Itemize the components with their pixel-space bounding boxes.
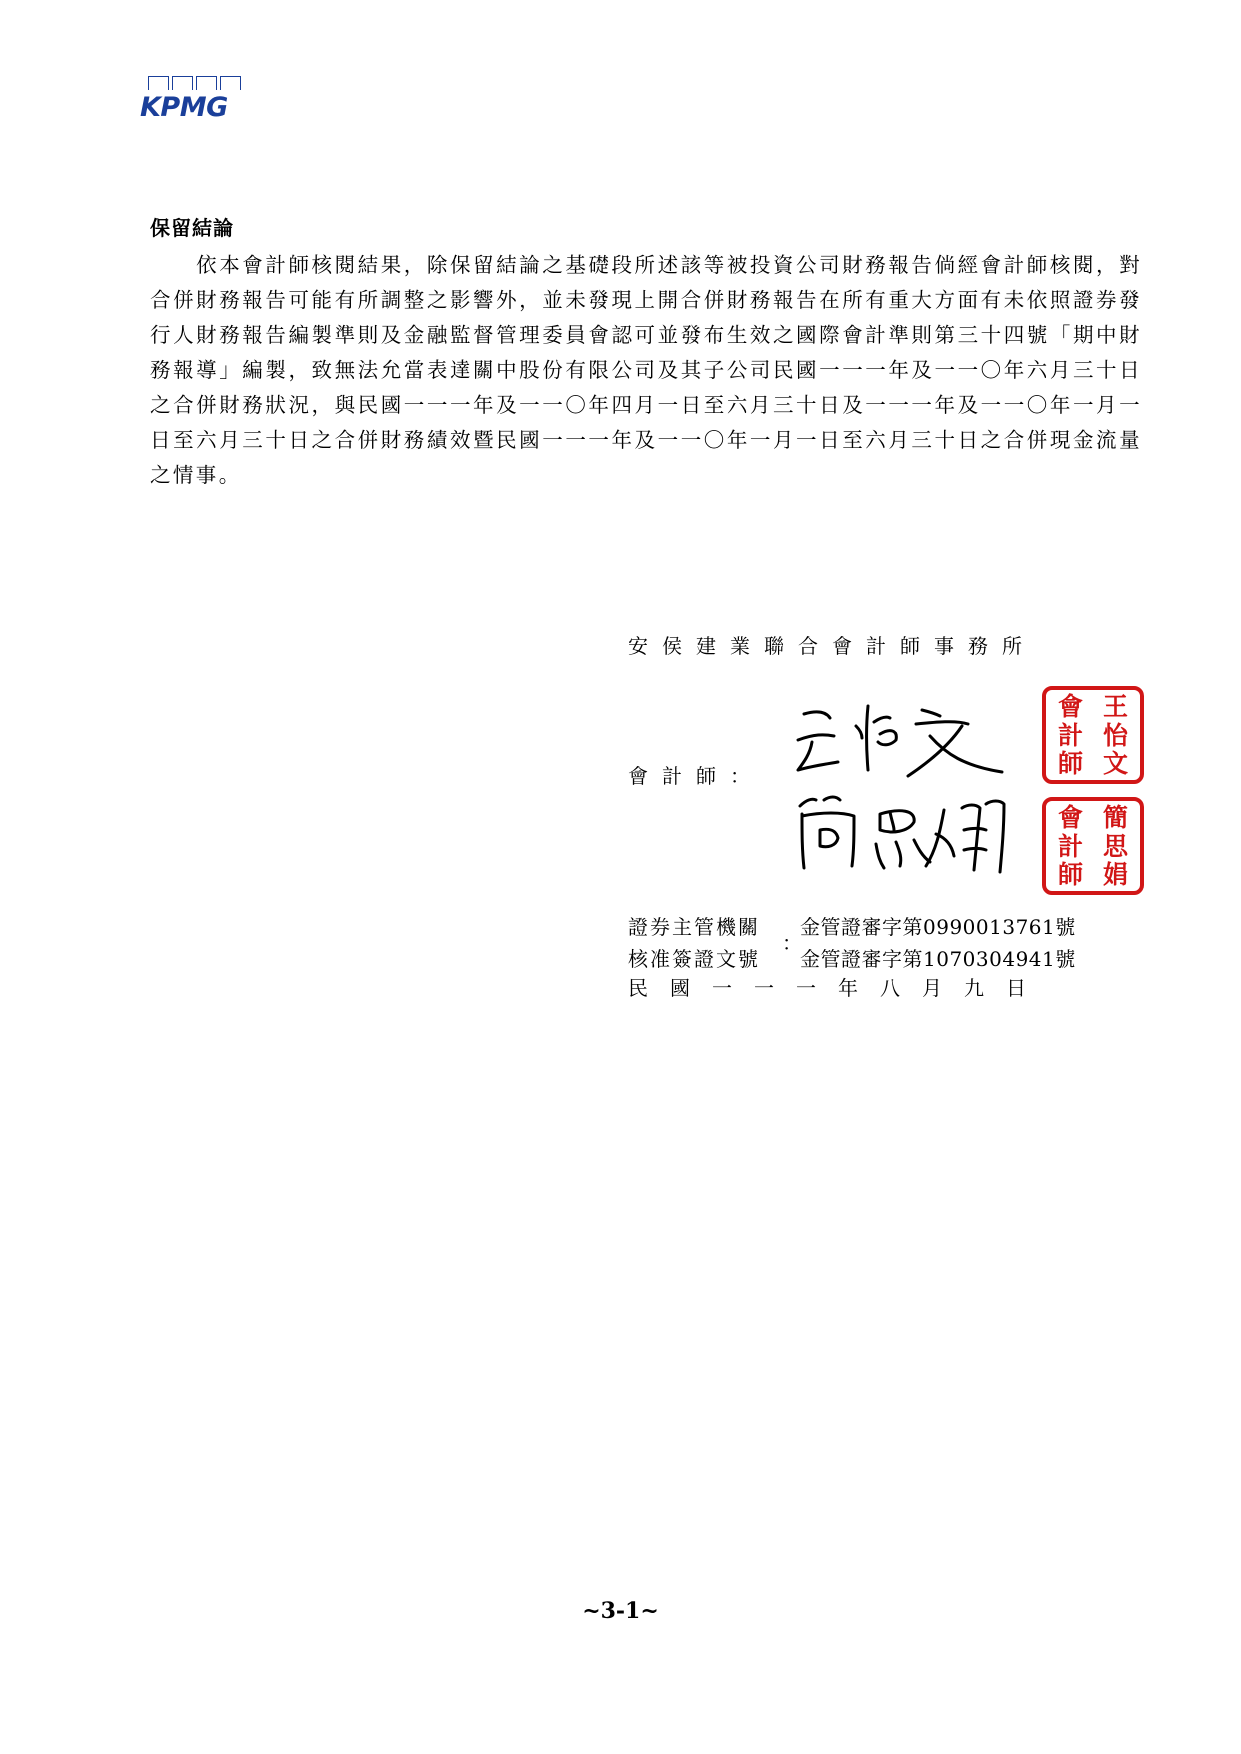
logo-boxes bbox=[148, 76, 244, 90]
seal-char: 師 bbox=[1057, 749, 1083, 778]
seal-char: 計 bbox=[1057, 720, 1083, 750]
registration-row bbox=[628, 911, 1076, 943]
logo-box bbox=[148, 76, 169, 90]
firm-name: 安侯建業聯合會計師事務所 bbox=[628, 634, 1036, 658]
conclusion-paragraph: 依本會計師核閱結果，除保留結論之基礎段所述該等被投資公司財務報告倘經會計師核閱，對合併財務報告可能有所調整之影響外，並未發現上開合併財務報告在所有重大方面有未依照證券發行人財務報告編製準則及金融監督管理委員會認可並發布生效之國際會計準則第三十四號「期中財務報導」編製，致無法允當表達關中股份有限公司及其子公司民國一一一年及一一〇年六月三十日之合併財務狀況，與民國一一一年及一一〇年四月一日至六月三十日及一一一年及一一〇年一月一日至六月三十日之合併財務績效暨民國一一一年及一一〇年一月一日至六月三十日之合併現金流量之情事。 bbox=[150, 253, 1142, 487]
seal-char: 簡 bbox=[1102, 803, 1128, 832]
accountant-seal bbox=[1042, 797, 1144, 895]
seal-char: 王 bbox=[1102, 692, 1128, 721]
seal-char: 會 bbox=[1057, 803, 1083, 832]
logo-box bbox=[196, 76, 217, 90]
seal-char: 怡 bbox=[1102, 720, 1128, 750]
registration-label: 證券主管機關 bbox=[628, 915, 760, 939]
report-date: 民國一一一年八月九日 bbox=[628, 976, 1048, 1000]
page-number: ~3-1~ bbox=[582, 1598, 659, 1624]
registration-row bbox=[628, 943, 1076, 975]
seal-char: 會 bbox=[1057, 692, 1083, 721]
kpmg-logo bbox=[140, 76, 244, 126]
seal-char: 文 bbox=[1102, 749, 1128, 778]
registration-value: 金管證審字第0990013761號 bbox=[800, 915, 1076, 939]
section-heading: 保留結論 bbox=[150, 216, 234, 240]
logo-box bbox=[172, 76, 193, 90]
accountant-seal bbox=[1042, 686, 1144, 784]
seal-char: 計 bbox=[1057, 831, 1083, 861]
handwritten-signatures bbox=[790, 700, 1040, 880]
seal-char: 師 bbox=[1057, 860, 1083, 889]
seal-char: 思 bbox=[1102, 831, 1128, 861]
registration-value: 金管證審字第1070304941號 bbox=[800, 947, 1076, 971]
registration-colon: ： bbox=[782, 931, 802, 955]
accountant-label: 會計師： bbox=[628, 764, 764, 788]
registration-block bbox=[628, 911, 1076, 975]
logo-box bbox=[220, 76, 241, 90]
logo-text: KPMG bbox=[140, 92, 228, 123]
registration-label: 核准簽證文號 bbox=[628, 947, 760, 971]
seal-char: 娟 bbox=[1102, 860, 1128, 889]
